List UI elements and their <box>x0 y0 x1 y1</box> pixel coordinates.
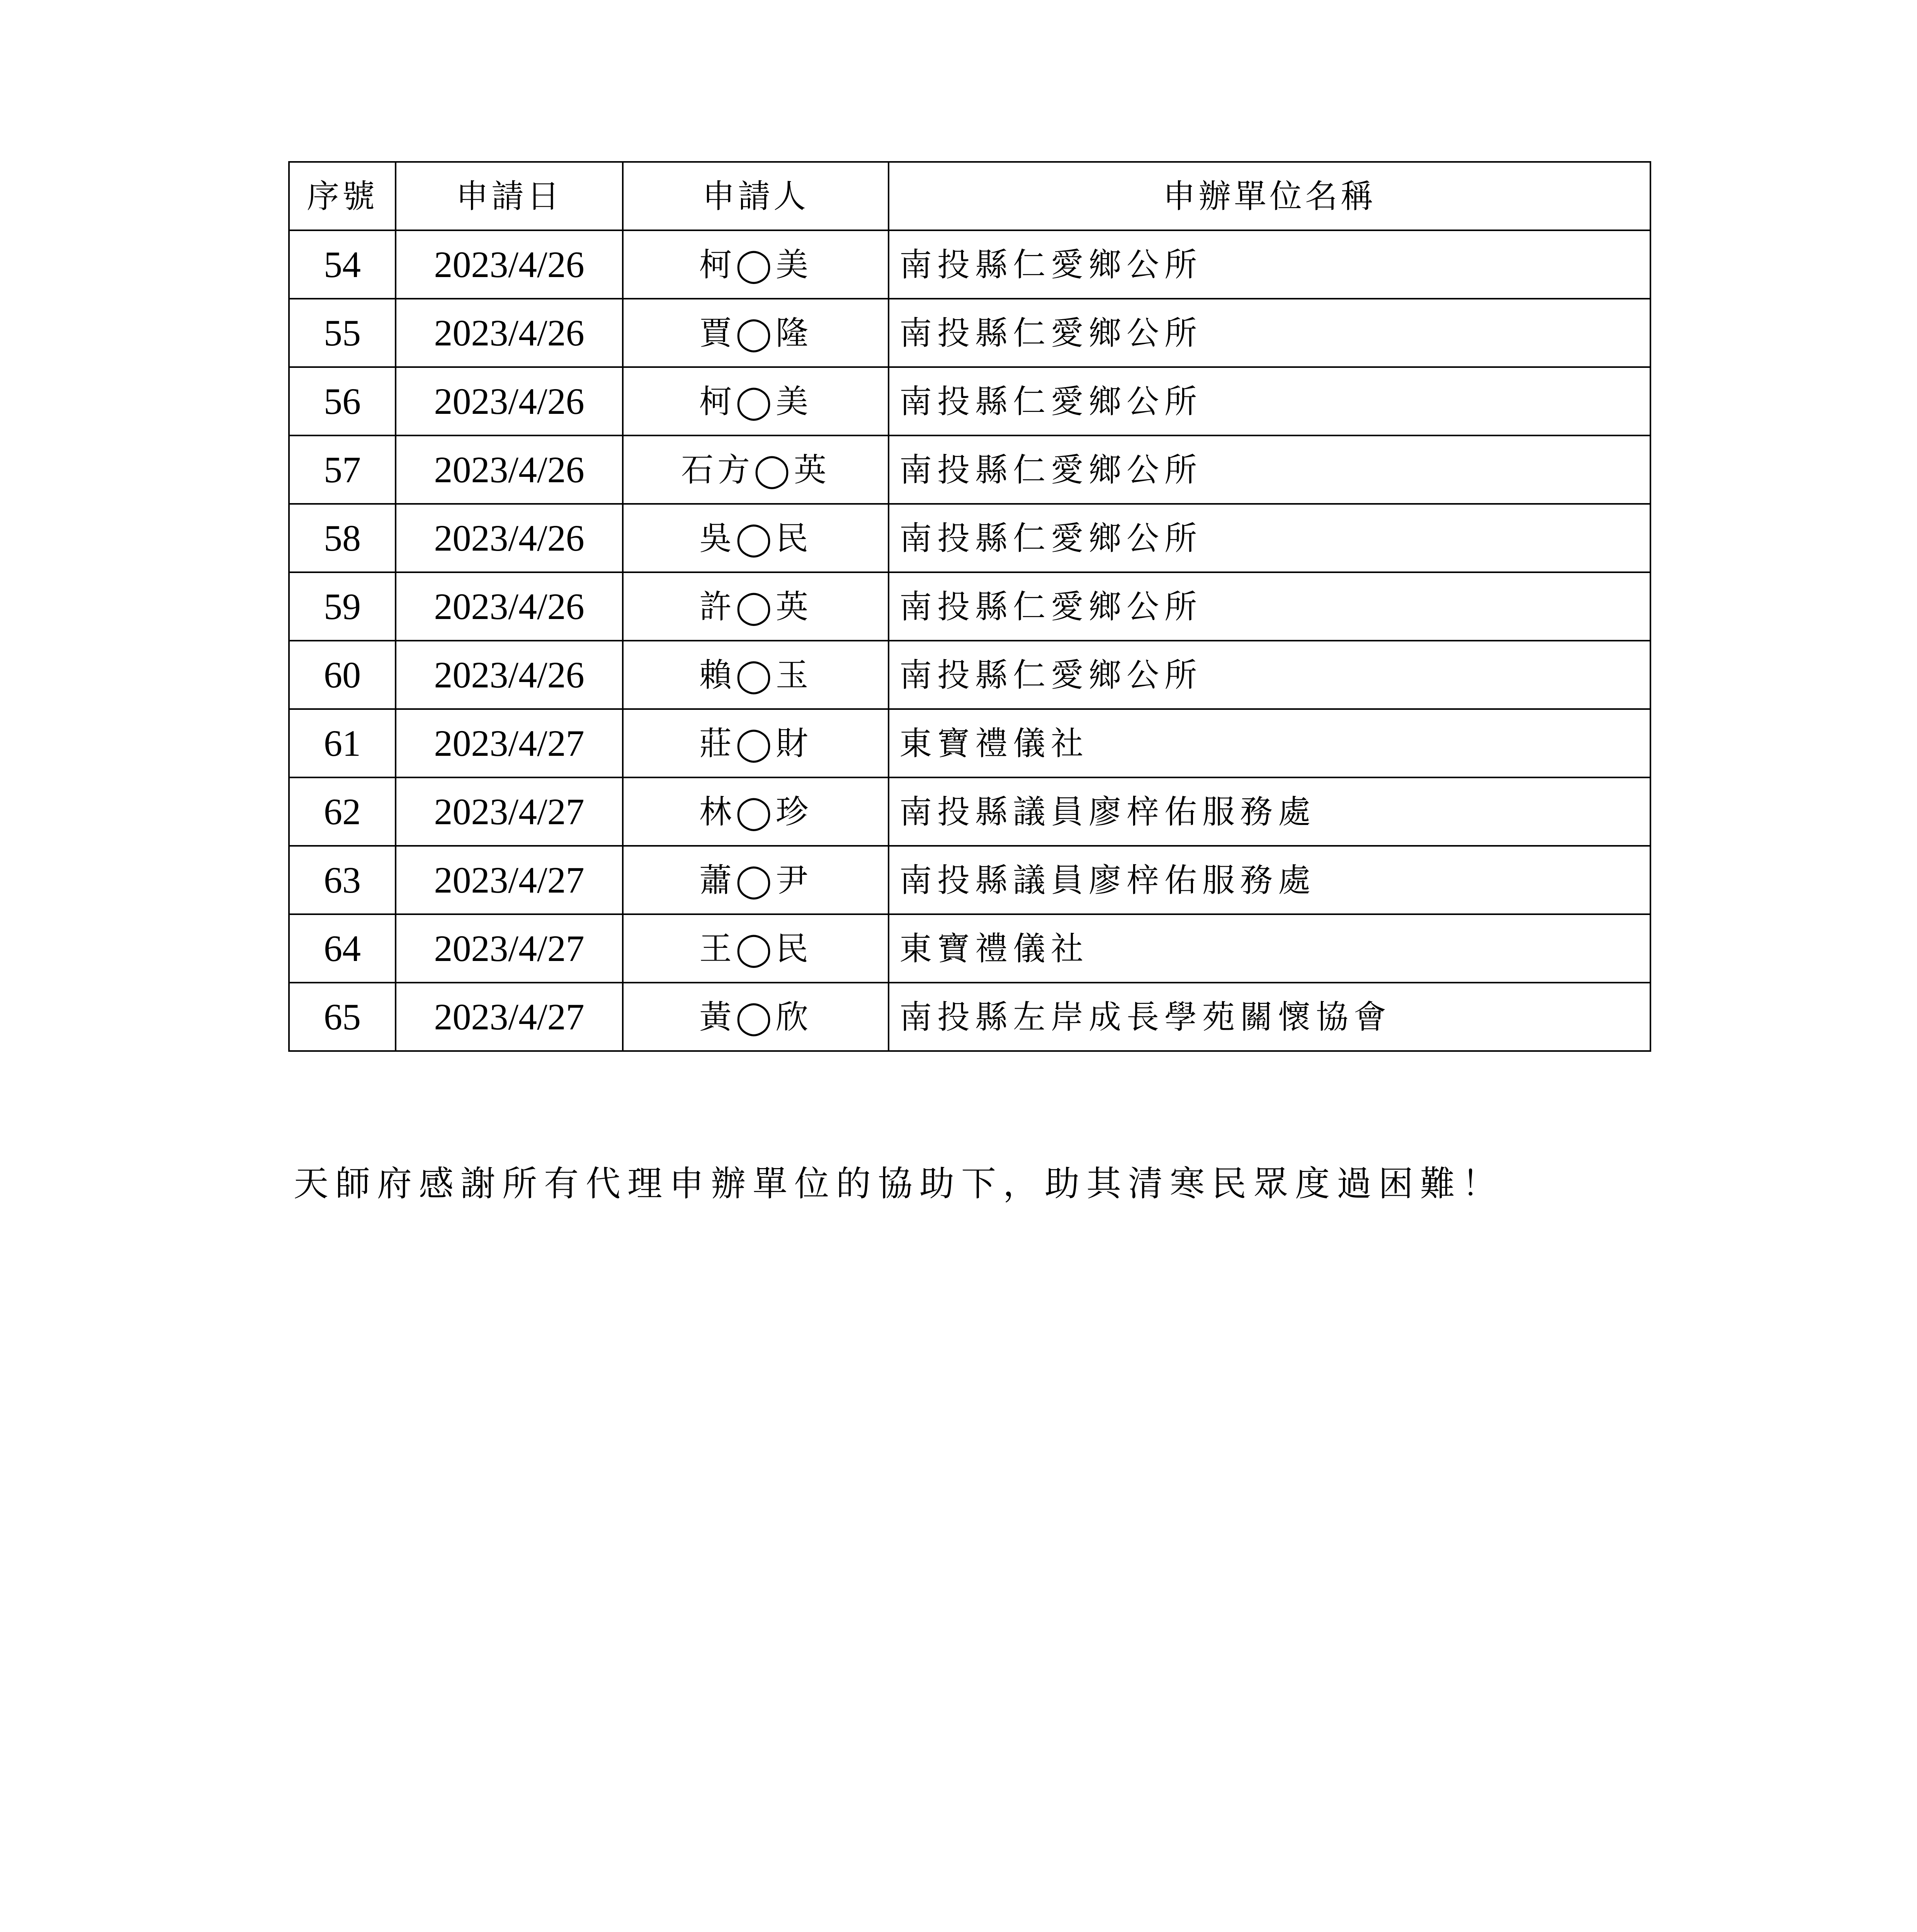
table-row <box>289 572 1650 641</box>
application-date-cell: 2023/4/26 <box>396 641 623 709</box>
serial-number-cell: 62 <box>289 777 396 846</box>
header-serial-number: 序號 <box>289 162 396 230</box>
application-date-cell: 2023/4/26 <box>396 504 623 572</box>
application-date-cell: 2023/4/27 <box>396 846 623 914</box>
applicant-cell: 賈◯隆 <box>623 299 889 367</box>
application-date-cell: 2023/4/26 <box>396 572 623 641</box>
table-row <box>289 435 1650 504</box>
applicant-cell: 石方◯英 <box>623 435 889 504</box>
agency-name-cell: 南投縣仁愛鄉公所 <box>889 435 1650 504</box>
agency-name-cell: 東寶禮儀社 <box>889 914 1650 983</box>
applicant-cell: 吳◯民 <box>623 504 889 572</box>
table-row <box>289 367 1650 435</box>
serial-number-cell: 56 <box>289 367 396 435</box>
agency-name-cell: 南投縣議員廖梓佑服務處 <box>889 846 1650 914</box>
serial-number-cell: 54 <box>289 230 396 299</box>
thank-you-note: 天師府感謝所有代理申辦單位的協助下，助其清寒民眾度過困難！ <box>294 1163 1504 1204</box>
serial-number-cell: 64 <box>289 914 396 983</box>
header-application-date: 申請日 <box>396 162 623 230</box>
table-row <box>289 230 1650 299</box>
application-date-cell: 2023/4/27 <box>396 914 623 983</box>
table-row <box>289 846 1650 914</box>
agency-name-cell: 東寶禮儀社 <box>889 709 1650 777</box>
agency-name-cell: 南投縣仁愛鄉公所 <box>889 504 1650 572</box>
serial-number-cell: 60 <box>289 641 396 709</box>
agency-name-cell: 南投縣仁愛鄉公所 <box>889 641 1650 709</box>
application-date-cell: 2023/4/26 <box>396 435 623 504</box>
applicant-cell: 柯◯美 <box>623 230 889 299</box>
applicant-cell: 黃◯欣 <box>623 983 889 1051</box>
table-row <box>289 914 1650 983</box>
agency-name-cell: 南投縣議員廖梓佑服務處 <box>889 777 1650 846</box>
application-date-cell: 2023/4/26 <box>396 299 623 367</box>
applicant-cell: 王◯民 <box>623 914 889 983</box>
agency-name-cell: 南投縣仁愛鄉公所 <box>889 367 1650 435</box>
table-row <box>289 299 1650 367</box>
table-row <box>289 777 1650 846</box>
table-body <box>289 230 1650 1051</box>
serial-number-cell: 63 <box>289 846 396 914</box>
application-date-cell: 2023/4/27 <box>396 777 623 846</box>
application-date-cell: 2023/4/26 <box>396 230 623 299</box>
applicant-cell: 蕭◯尹 <box>623 846 889 914</box>
application-date-cell: 2023/4/27 <box>396 709 623 777</box>
table-row <box>289 504 1650 572</box>
table-header-row <box>289 162 1650 230</box>
agency-name-cell: 南投縣仁愛鄉公所 <box>889 299 1650 367</box>
agency-name-cell: 南投縣仁愛鄉公所 <box>889 230 1650 299</box>
serial-number-cell: 61 <box>289 709 396 777</box>
serial-number-cell: 59 <box>289 572 396 641</box>
applicant-cell: 賴◯玉 <box>623 641 889 709</box>
agency-name-cell: 南投縣仁愛鄉公所 <box>889 572 1650 641</box>
serial-number-cell: 57 <box>289 435 396 504</box>
header-applicant: 申請人 <box>623 162 889 230</box>
table-row <box>289 641 1650 709</box>
applicant-cell: 林◯珍 <box>623 777 889 846</box>
application-date-cell: 2023/4/27 <box>396 983 623 1051</box>
applicant-cell: 莊◯財 <box>623 709 889 777</box>
applicant-cell: 許◯英 <box>623 572 889 641</box>
application-date-cell: 2023/4/26 <box>396 367 623 435</box>
agency-name-cell: 南投縣左岸成長學苑關懷協會 <box>889 983 1650 1051</box>
serial-number-cell: 55 <box>289 299 396 367</box>
header-agency-name: 申辦單位名稱 <box>889 162 1650 230</box>
applicant-cell: 柯◯美 <box>623 367 889 435</box>
serial-number-cell: 65 <box>289 983 396 1051</box>
applications-table <box>288 161 1651 1052</box>
table-row <box>289 983 1650 1051</box>
table-row <box>289 709 1650 777</box>
serial-number-cell: 58 <box>289 504 396 572</box>
